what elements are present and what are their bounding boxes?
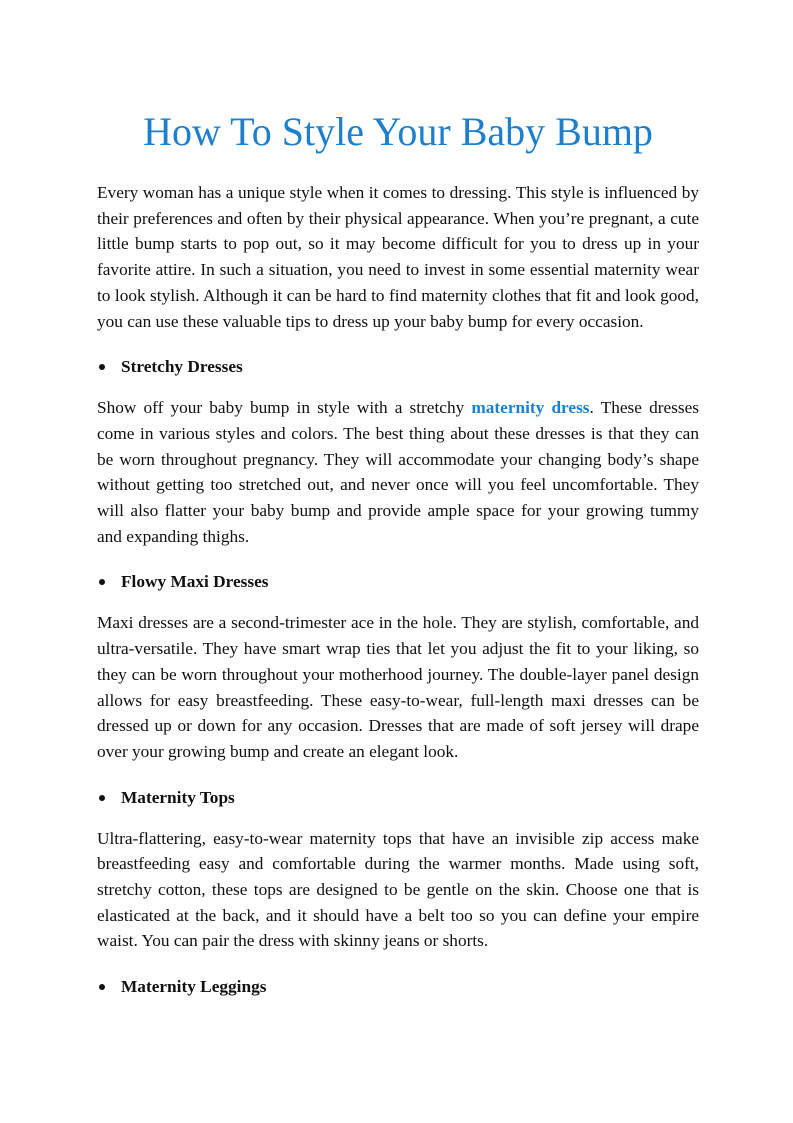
section-heading-stretchy-dresses: [97, 356, 699, 378]
page-title: How To Style Your Baby Bump: [143, 109, 653, 154]
bullet-icon: [99, 364, 105, 370]
paragraph-text: Show off your baby bump in style with a stretchy: [97, 398, 472, 418]
bullet-icon: [99, 795, 105, 801]
section-heading-label: Flowy Maxi Dresses: [121, 572, 269, 592]
section-heading-label: Maternity Tops: [121, 787, 235, 807]
section-heading-label: Maternity Leggings: [121, 977, 267, 997]
section-heading-maternity-leggings: [97, 976, 699, 998]
bullet-icon: [99, 579, 105, 585]
section-heading-maternity-tops: [97, 787, 699, 809]
section-heading-label: Stretchy Dresses: [121, 357, 243, 377]
paragraph-text: . These dresses come in various styles and colors. The best thing about these dresses is that they can be worn throughout pregnancy. They will accommodate your changing body’s shape without getting too stretched out, and never once will you feel uncomfortable. They will also flatter your baby bump and provide ample space for your growing tummy and expanding thighs.: [97, 398, 699, 546]
maternity-tops-paragraph: Ultra-flattering, easy-to-wear maternity tops that have an invisible zip access make breastfeeding easy and comfortable during the warmer months. Made using soft, stretchy cotton, these tops are designed to be gentle on the skin. Choose one that is elasticated at the back, and it should have a belt too so you can define your empire waist. You can pair the dress with skinny jeans or shorts.: [97, 828, 699, 951]
stretchy-dresses-paragraph: [97, 395, 699, 549]
maternity-dress-link[interactable]: maternity dress: [471, 398, 590, 418]
flowy-maxi-dresses-paragraph: Maxi dresses are a second-trimester ace in the hole. They are stylish, comfortable, and ultra-versatile. They have smart wrap ties that let you adjust the fit to your liking, so they can be worn throughout your motherhood journey. The double-layer panel design allows for easy breastfeeding. These easy-to-wear, full-length maxi dresses can be dressed up or down for any occasion. Dresses that are made of soft jersey will drape over your growing bump and create an elegant look.: [97, 613, 699, 761]
section-heading-flowy-maxi-dresses: [97, 571, 699, 593]
document-page: [97, 108, 699, 1015]
intro-paragraph: Every woman has a unique style when it comes to dressing. This style is influenced by their preferences and often by their physical appearance. When you’re pregnant, a cute little bump starts to pop out, so it may become difficult for you to dress up in your favorite attire. In such a situation, you need to invest in some essential maternity wear to look stylish. Although it can be hard to find maternity clothes that fit and look good, you can use these valuable tips to dress up your baby bump for every occasion.: [97, 183, 699, 331]
bullet-icon: [99, 984, 105, 990]
